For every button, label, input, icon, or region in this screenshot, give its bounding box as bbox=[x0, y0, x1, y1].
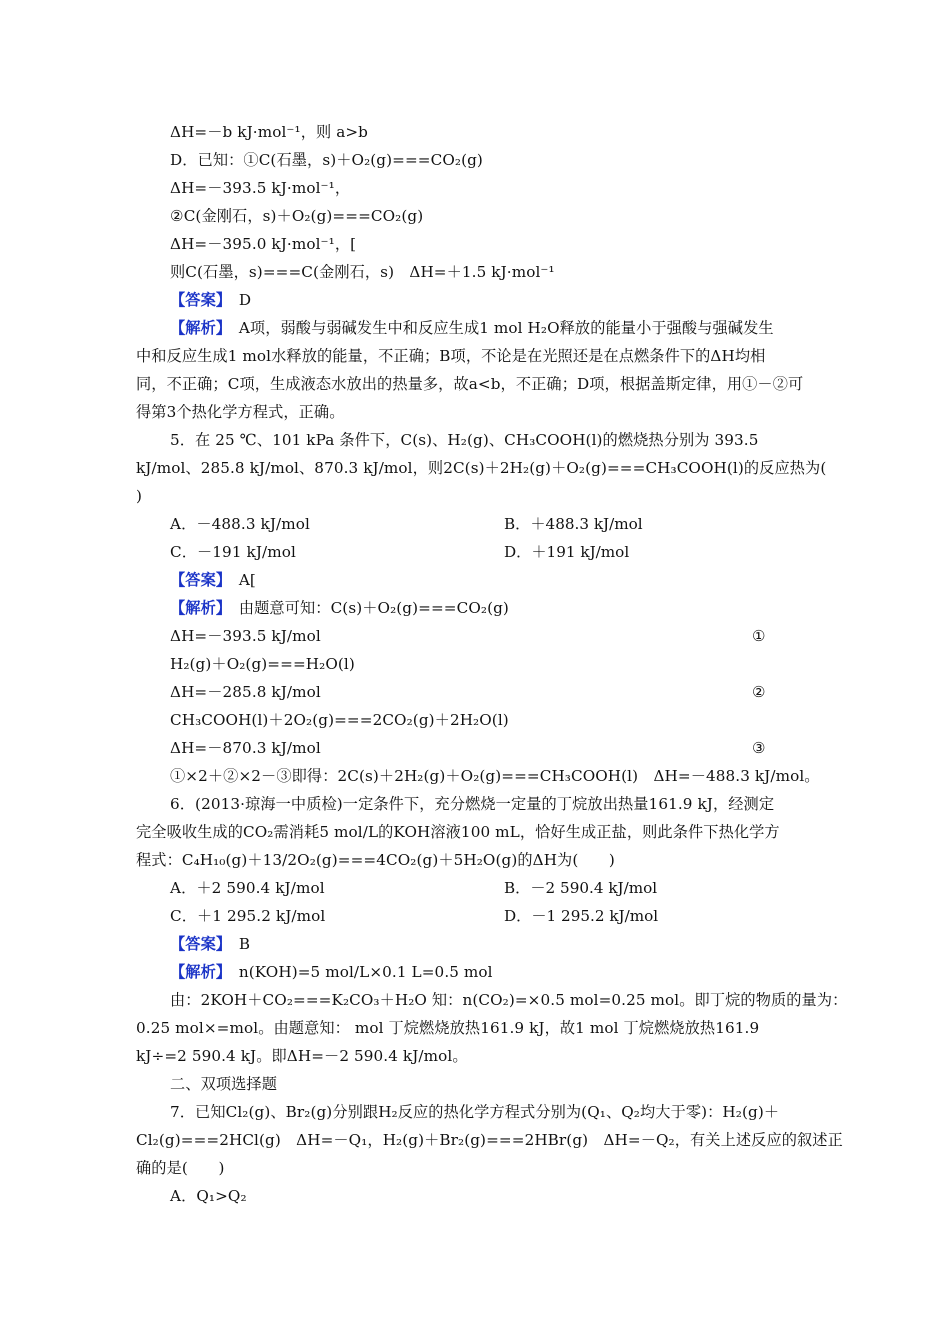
explanation-line bbox=[170, 962, 493, 982]
text-line: Cl₂(g)===2HCl(g) ΔH=－Q₁，H₂(g)＋Br₂(g)===2HBr(g) ΔH=－Q₂，有关上述反应的叙述正 bbox=[136, 1131, 843, 1149]
text-line: 中和反应生成1 mol水释放的能量，不正确；B项，不论是在光照还是在点燃条件下的ΔH均相 bbox=[136, 347, 766, 365]
answer-text: A[ bbox=[223, 571, 256, 589]
equation-number: ② bbox=[752, 683, 766, 701]
answer-tag: 【答案】 bbox=[170, 571, 224, 589]
equation-number: ③ bbox=[752, 739, 766, 757]
option-b: B．－2 590.4 kJ/mol bbox=[504, 879, 658, 897]
option-c: C．＋1 295.2 kJ/mol bbox=[170, 907, 326, 925]
text-line: 完全吸收生成的CO₂需消耗5 mol/L的KOH溶液100 mL，恰好生成正盐，则此条件下热化学方 bbox=[136, 823, 780, 841]
answer-line bbox=[170, 570, 256, 590]
question-6: 6．(2013·琼海一中质检)一定条件下，充分燃烧一定量的丁烷放出热量161.9 kJ，经测定 bbox=[170, 795, 775, 813]
answer-tag: 【答案】 bbox=[170, 291, 224, 309]
option-a: A．－488.3 kJ/mol bbox=[170, 515, 310, 533]
answer-text: B bbox=[223, 935, 251, 953]
text-line: ΔH=－870.3 kJ/mol bbox=[170, 739, 321, 757]
text-line: 由：2KOH＋CO₂===K₂CO₃＋H₂O 知：n(CO₂)=×0.5 mol=0.25 mol。即丁烷的物质的量为： bbox=[170, 991, 848, 1009]
equation-number: ① bbox=[752, 627, 766, 645]
answer-line bbox=[170, 290, 251, 310]
text-line: ①×2＋②×2－③即得：2C(s)＋2H₂(g)＋O₂(g)===CH₃COOH(l) ΔH=－488.3 kJ/mol。 bbox=[170, 767, 820, 785]
text-line: CH₃COOH(l)＋2O₂(g)===2CO₂(g)＋2H₂O(l) bbox=[170, 711, 509, 729]
text-line: H₂(g)＋O₂(g)===H₂O(l) bbox=[170, 655, 355, 673]
text-line: 确的是( ) bbox=[136, 1159, 225, 1177]
text-line: kJ/mol、285.8 kJ/mol、870.3 kJ/mol，则2C(s)＋2H₂(g)＋O₂(g)===CH₃COOH(l)的反应热为( bbox=[136, 459, 827, 477]
section-heading: 二、双项选择题 bbox=[170, 1075, 278, 1093]
option-d: D．＋191 kJ/mol bbox=[504, 543, 630, 561]
explanation-text: A项，弱酸与弱碱发生中和反应生成1 mol H₂O释放的能量小于强酸与强碱发生 bbox=[223, 319, 774, 337]
question-7: 7．已知Cl₂(g)、Br₂(g)分别跟H₂反应的热化学方程式分别为(Q₁、Q₂均大于零)：H₂(g)＋ bbox=[170, 1103, 780, 1121]
text-line: ΔH=－b kJ·mol⁻¹，则 a>b bbox=[170, 123, 369, 141]
text-line: ΔH=－393.5 kJ/mol bbox=[170, 627, 321, 645]
explanation-tag: 【解析】 bbox=[170, 599, 224, 617]
text-line: ΔH=－395.0 kJ·mol⁻¹，[ bbox=[170, 235, 357, 253]
option-a: A．＋2 590.4 kJ/mol bbox=[170, 879, 325, 897]
answer-tag: 【答案】 bbox=[170, 935, 224, 953]
option-c: C．－191 kJ/mol bbox=[170, 543, 296, 561]
option-b: B．＋488.3 kJ/mol bbox=[504, 515, 643, 533]
text-line: 同，不正确；C项，生成液态水放出的热量多，故a<b，不正确；D项，根据盖斯定律，用①－②可 bbox=[136, 375, 804, 393]
answer-text: D bbox=[223, 291, 252, 309]
text-line: 得第3个热化学方程式，正确。 bbox=[136, 403, 345, 421]
option-a: A．Q₁>Q₂ bbox=[170, 1187, 247, 1205]
explanation-tag: 【解析】 bbox=[170, 319, 224, 337]
text-line: ) bbox=[136, 487, 143, 505]
text-line: ΔH=－393.5 kJ·mol⁻¹， bbox=[170, 179, 351, 197]
question-5: 5．在 25 ℃、101 kPa 条件下，C(s)、H₂(g)、CH₃COOH(l)的燃烧热分别为 393.5 bbox=[170, 431, 759, 449]
explanation-text: 由题意可知：C(s)＋O₂(g)===CO₂(g) bbox=[223, 599, 509, 617]
explanation-line bbox=[170, 598, 509, 618]
text-line: ②C(金刚石，s)＋O₂(g)===CO₂(g) bbox=[170, 207, 424, 225]
text-line: 则C(石墨，s)===C(金刚石，s) ΔH=＋1.5 kJ·mol⁻¹ bbox=[170, 263, 555, 281]
text-line: ΔH=－285.8 kJ/mol bbox=[170, 683, 321, 701]
explanation-text: n(KOH)=5 mol/L×0.1 L=0.5 mol bbox=[223, 963, 493, 981]
explanation-line bbox=[170, 318, 774, 338]
answer-line bbox=[170, 934, 250, 954]
text-line: kJ÷=2 590.4 kJ。即ΔH=－2 590.4 kJ/mol。 bbox=[136, 1047, 468, 1065]
option-d: D．－1 295.2 kJ/mol bbox=[504, 907, 659, 925]
option-d: D．已知：①C(石墨，s)＋O₂(g)===CO₂(g) bbox=[170, 151, 483, 169]
text-line: 0.25 mol×=mol。由题意知： mol 丁烷燃烧放热161.9 kJ，故1 mol 丁烷燃烧放热161.9 bbox=[136, 1019, 760, 1037]
explanation-tag: 【解析】 bbox=[170, 963, 224, 981]
text-line: 程式：C₄H₁₀(g)＋13/2O₂(g)===4CO₂(g)＋5H₂O(g)的ΔH为( ) bbox=[136, 851, 615, 869]
